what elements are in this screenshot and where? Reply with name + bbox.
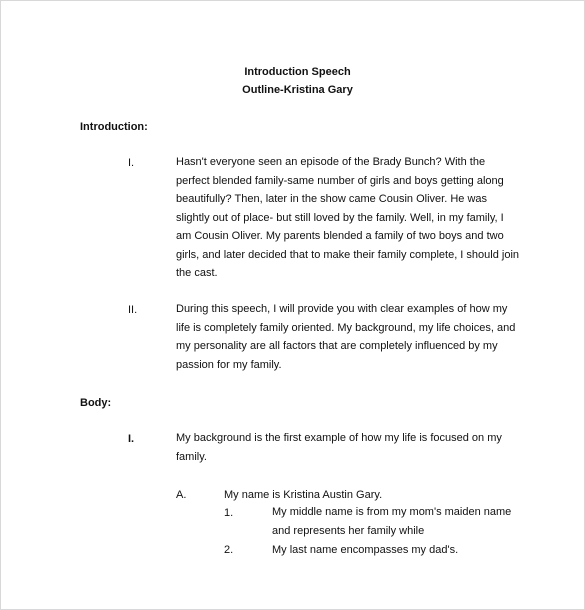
body-subitem-a-text: My name is Kristina Austin Gary. — [224, 489, 383, 501]
body-point-2-text: My last name encompasses my dad's. — [272, 544, 459, 556]
body-item-1-text: My background is the first example of how my life is focused on my family. — [176, 432, 502, 463]
intro-item-1-text: Hasn't everyone seen an episode of the Brady Bunch? With the perfect blended family-same number of girls and boys getting along beautifully? Then, later in the show came Cousin Oliver. He was slightly out of place- but still loved by the family. Well, in my family, I am Cousin Oliver. My parents blended a family of two boys and two girls, and later decided that to make their family complete, I should join the cast. — [176, 156, 520, 279]
intro-item-1-numeral: I. — [128, 157, 135, 169]
intro-item-2-numeral: II. — [128, 304, 138, 316]
body-point-1-text: My middle name is from my mom's maiden name and represents her family while — [272, 506, 512, 537]
body-item-1-numeral: I. — [128, 433, 135, 445]
body-heading: Body: — [80, 397, 112, 409]
document-title: Introduction Speech — [244, 66, 351, 78]
introduction-heading: Introduction: — [80, 121, 148, 133]
body-subitem-a-letter: A. — [176, 489, 187, 501]
intro-item-2-text: During this speech, I will provide you with clear examples of how my life is completely family oriented. My background, my life choices, and my personality are all factors that are completely influenced by my passion for my family. — [176, 303, 516, 371]
body-point-1-number: 1. — [224, 507, 234, 519]
body-point-2-number: 2. — [224, 544, 234, 556]
document-subtitle: Outline-Kristina Gary — [242, 84, 353, 96]
